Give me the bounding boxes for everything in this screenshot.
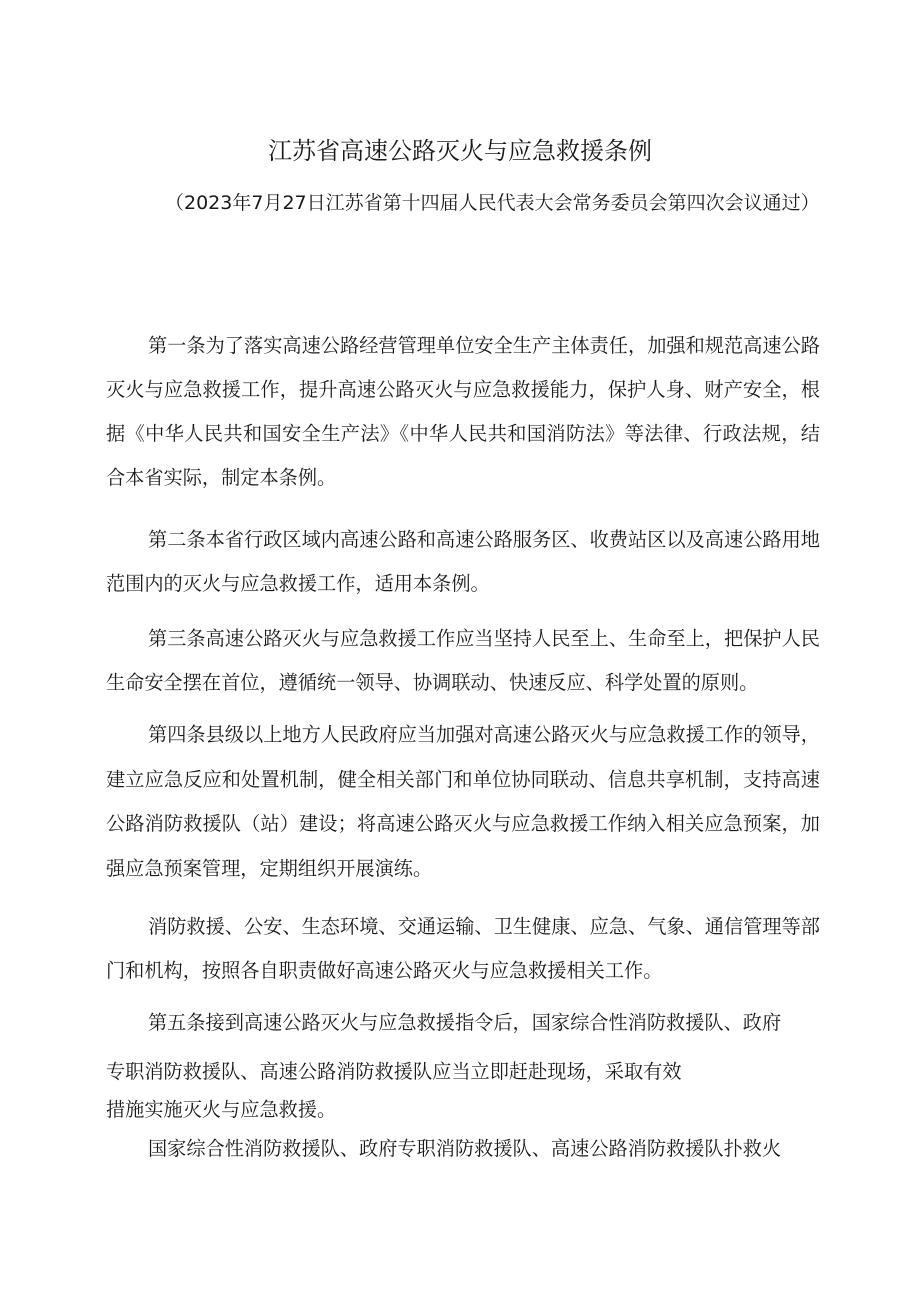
document-subtitle: （2023年7月27日江苏省第十四届人民代表大会常务委员会第四次会议通过）: [165, 192, 820, 214]
article-3-paragraph: 第三条高速公路灭火与应急救援工作应当坚持人民至上、生命至上，把保护人民生命安全摆在首位，遵循统一领导、协调联动、快速反应、科学处置的原则。: [106, 627, 820, 694]
article-5-continuation-paragraph: 国家综合性消防救援队、政府专职消防救援队、高速公路消防救援队扑救火: [148, 1137, 782, 1160]
article-4-paragraph: 第四条县级以上地方人民政府应当加强对高速公路灭火与应急救援工作的领导，建立应急反应和处置机制，健全相关部门和单位协同联动、信息共享机制，支持高速公路消防救援队（站）建设；将高速公路灭火与应急救援工作纳入相关应急预案，加强应急预案管理，定期组织开展演练。: [106, 723, 820, 880]
article-2-paragraph: 第二条本省行政区域内高速公路和高速公路服务区、收费站区以及高速公路用地范围内的灭火与应急救援工作，适用本条例。: [106, 528, 820, 595]
article-1-paragraph: 第一条为了落实高速公路经营管理单位安全生产主体责任，加强和规范高速公路灭火与应急救援工作，提升高速公路灭火与应急救援能力，保护人身、财产安全，根据《中华人民共和国安全生产法》《中华人民共和国消防法》等法律、行政法规，结合本省实际，制定本条例。: [106, 334, 820, 489]
article-4-continuation-paragraph: 消防救援、公安、生态环境、交通运输、卫生健康、应急、气象、通信管理等部门和机构，按照各自职责做好高速公路灭火与应急救援相关工作。: [106, 915, 820, 982]
article-5-line-2: 专职消防救援队、高速公路消防救援队应当立即赶赴现场，采取有效: [106, 1060, 682, 1083]
article-5-line-1: 第五条接到高速公路灭火与应急救援指令后，国家综合性消防救援队、政府: [148, 1011, 782, 1034]
document-title: 江苏省高速公路灭火与应急救援条例: [268, 137, 652, 165]
article-5-line-3: 措施实施灭火与应急救援。: [106, 1098, 337, 1121]
